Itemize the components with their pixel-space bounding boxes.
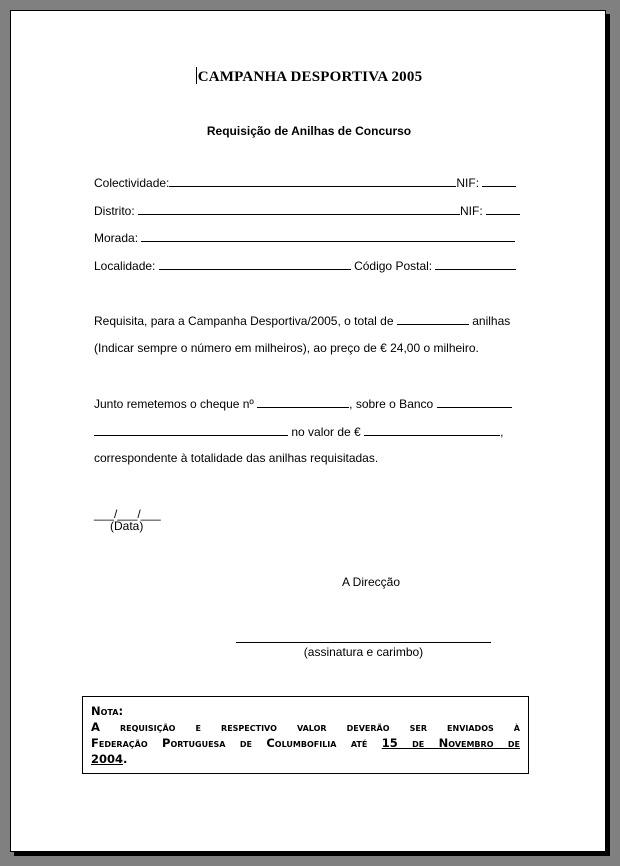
colectividade-blank[interactable] (169, 175, 456, 187)
nif-label: NIF: (456, 176, 480, 190)
codigo-postal-blank[interactable] (435, 258, 516, 270)
morada-blank[interactable] (141, 230, 515, 242)
morada-label: Morada: (94, 231, 139, 245)
payment-line-1: Junto remetemos o cheque nº , sobre o Banco (94, 396, 512, 411)
field-distrito-row (94, 203, 520, 218)
note-line-2: Federação Portuguesa de Columbofilia até 15 de Novembro de (91, 736, 520, 750)
signature-label: (assinatura e carimbo) (303, 645, 424, 659)
document-page (10, 10, 606, 852)
distrito-blank[interactable] (138, 203, 460, 215)
note-box (82, 696, 529, 774)
request-line-2: (Indicar sempre o número em milheiros), ao preço de € 24,00 o milheiro. (94, 341, 479, 355)
date-label: (Data) (110, 519, 144, 533)
text-cursor (196, 67, 197, 84)
nif-label-2: NIF: (460, 204, 483, 218)
note-deadline-date: 15 de Novembro de (381, 736, 520, 750)
payment-line-3: correspondente à totalidade das anilhas requisitadas. (94, 451, 379, 465)
note-deadline-year: 2004 (91, 752, 124, 766)
signature-heading: A Direcção (342, 575, 401, 589)
note-line-3: 2004. (91, 752, 128, 766)
distrito-label: Distrito: (94, 204, 135, 218)
localidade-blank[interactable] (159, 258, 351, 270)
request-line-1: Requisita, para a Campanha Desportiva/2005, o total de anilhas (94, 314, 511, 328)
nif-blank-2[interactable] (486, 203, 520, 215)
document-subtitle: Requisição de Anilhas de Concurso (206, 124, 412, 138)
banco-blank[interactable] (437, 396, 512, 408)
cheque-number-blank[interactable] (257, 396, 349, 408)
codigo-postal-label: Código Postal: (354, 259, 433, 273)
note-heading: Nota: (91, 704, 124, 718)
field-colectividade-row (94, 175, 516, 190)
nif-blank[interactable] (482, 175, 516, 187)
field-localidade-row (94, 258, 516, 273)
signature-line[interactable] (236, 642, 491, 643)
anilhas-total-blank[interactable] (397, 313, 469, 325)
valor-blank[interactable] (364, 424, 500, 436)
field-morada-row (94, 230, 515, 245)
payment-line-2: no valor de € , (94, 424, 503, 439)
localidade-label: Localidade: (94, 259, 156, 273)
document-title: CAMPANHA DESPORTIVA 2005 (197, 69, 423, 85)
note-line-1: A requisição e respectivo valor deverão ser enviados à (91, 720, 520, 734)
banco-continuation-blank[interactable] (94, 424, 288, 436)
date-slots[interactable]: ___/___/___ (94, 507, 161, 521)
colectividade-label: Colectividade: (94, 176, 170, 190)
